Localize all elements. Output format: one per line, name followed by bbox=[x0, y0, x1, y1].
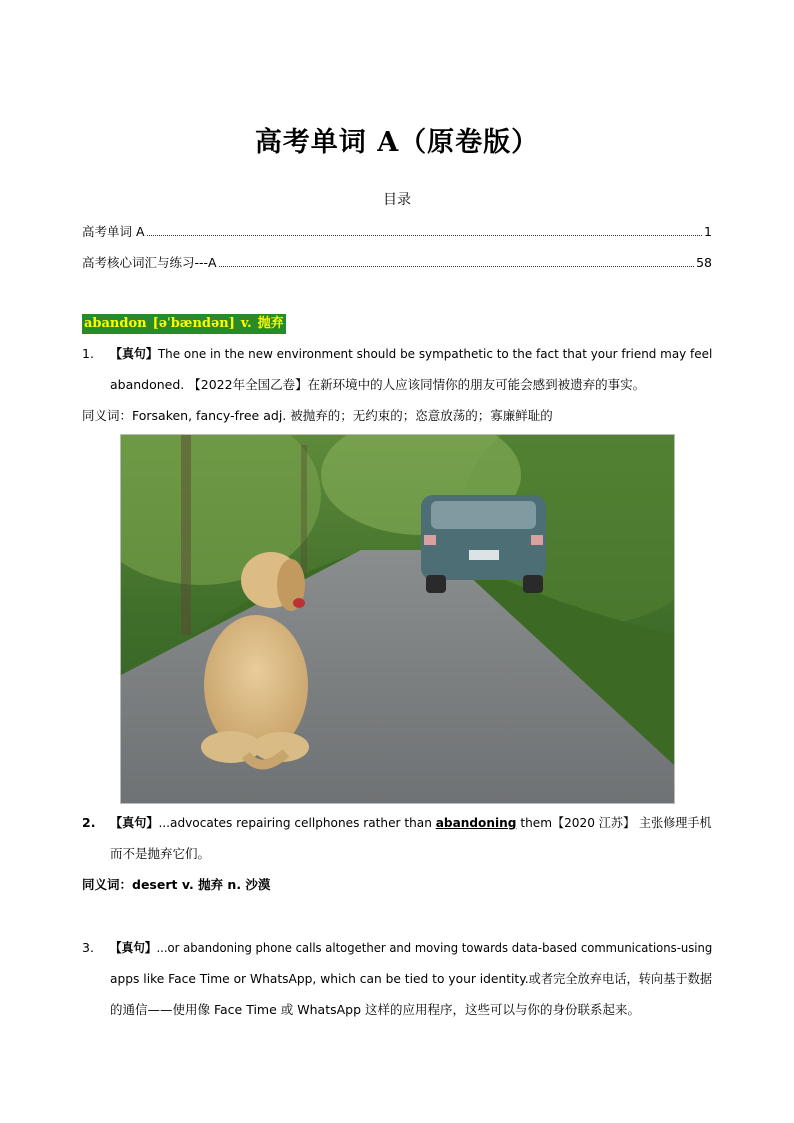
headword-phonetic: [əˈbændən] bbox=[152, 316, 235, 331]
toc-entry[interactable] bbox=[82, 222, 712, 240]
example-sentence bbox=[110, 345, 712, 363]
headword-banner bbox=[82, 314, 286, 334]
headword-meaning: 抛弃 bbox=[257, 316, 284, 331]
synonyms-line: 同义词：desert v. 抛弃 n. 沙漠 bbox=[82, 877, 271, 892]
dog-on-road-photo bbox=[120, 434, 675, 804]
example-tag: 【真句】 bbox=[110, 346, 158, 361]
example-tag: 【真句】 bbox=[110, 815, 159, 830]
example-tag: 【真句】 bbox=[110, 940, 157, 955]
toc-leader-dots bbox=[219, 265, 695, 267]
toc-entry-label: 高考核心词汇与练习---A bbox=[82, 255, 217, 270]
item-number: 3. bbox=[82, 940, 94, 955]
toc-entry-page: 1 bbox=[704, 224, 712, 239]
document-title: 高考单词 A（原卷版） bbox=[254, 127, 540, 158]
example-sentence-cont: 的通信——使用像 Face Time 或 WhatsApp 这样的应用程序，这些可以与你的身份联系起来。 bbox=[110, 1002, 641, 1017]
headword-word: abandon bbox=[84, 316, 147, 331]
headword-pos: v. bbox=[240, 316, 252, 331]
toc-leader-dots bbox=[147, 234, 703, 236]
example-sentence bbox=[110, 814, 712, 832]
keyword-highlight: abandoning bbox=[435, 815, 517, 830]
example-sentence-cont: 而不是抛弃它们。 bbox=[110, 846, 211, 861]
example-sentence-cont: abandoned. 【2022年全国乙卷】在新环境中的人应该同情你的朋友可能会感到被遗弃的事实。 bbox=[110, 377, 646, 392]
item-number: 1. bbox=[82, 346, 94, 361]
example-sentence bbox=[110, 939, 712, 957]
example-text: ...or abandoning phone calls altogether and moving towards data-based communications-using bbox=[156, 940, 713, 955]
example-sentence-cont: apps like Face Time or WhatsApp, which can be tied to your identity.或者完全放弃电话，转向基于数据 bbox=[110, 971, 713, 986]
example-text: The one in the new environment should be sympathetic to the fact that your friend may feel bbox=[157, 346, 713, 361]
toc-entry-page: 58 bbox=[696, 255, 712, 270]
toc-entry[interactable] bbox=[82, 253, 712, 271]
example-text: them【2020 江苏】 主张修理手机 bbox=[516, 815, 712, 830]
car-shape bbox=[421, 495, 546, 593]
example-text: ...advocates repairing cellphones rather than bbox=[158, 815, 436, 830]
toc-heading: 目录 bbox=[383, 192, 411, 208]
synonyms-line: 同义词：Forsaken, fancy-free adj. 被抛弃的；无约束的；恣意放荡的；寡廉鲜耻的 bbox=[82, 408, 553, 423]
item-number: 2. bbox=[82, 815, 96, 830]
toc-entry-label: 高考单词 A bbox=[82, 224, 145, 239]
